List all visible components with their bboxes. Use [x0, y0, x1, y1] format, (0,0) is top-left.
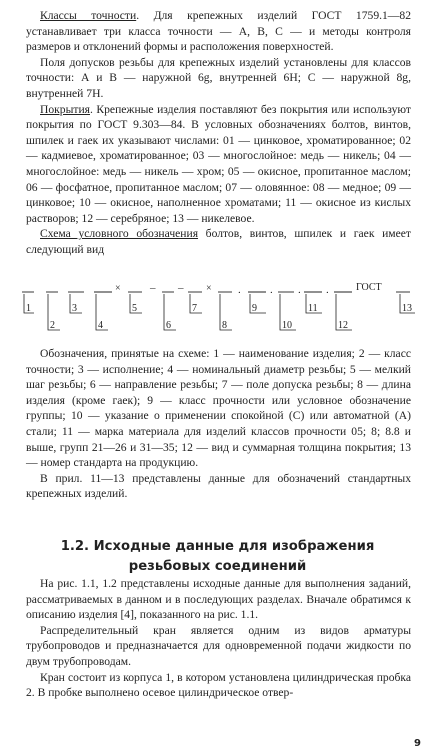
scheme-number-13: 13	[402, 303, 412, 314]
scheme-leaders	[24, 294, 415, 330]
scheme-separators	[115, 282, 382, 296]
paragraph-valve-purpose: Распределительный кран является одним из видов арматуры трубопроводов и предназначается для одновременной подачи жидкости по двум трубопроводам.	[26, 623, 411, 668]
scheme-cross-2: ×	[206, 283, 212, 294]
term-scheme: Схема условного обозначения	[40, 227, 199, 241]
term-coatings: Покрытия	[40, 102, 90, 116]
paragraph-scheme-legend: Обозначения, принятые на схеме: 1 — наименование изделия; 2 — класс точности; 3 — исполнение; 4 — номинальный диаметр резьбы; 5 — мелкий шаг резьбы; 6 — направление резьбы; 7 — поле допуска резьбы; 8 — длина изделия (кроме гаек); 9 — класс прочности или условное обозначение группы; 10 — указание о применении спокойной (С) или автоматной (А) стали; 11 — марка материала для изделий классов прочности 05; 8; 8.8 и выше, групп 21—26 и 31—35; 12 — вид и суммарная толщина покрытия; 13 — номер стандарта на продукцию.	[26, 347, 411, 470]
paragraph-thread-tolerances: Поля допусков резьбы для крепежных изделий установлены для классов точности: А и В — наружной 6g, внутренней 6H; С — наружной 8g, внутренней 7H.	[26, 55, 411, 100]
paragraph-figures-intro: На рис. 1.1, 1.2 представлены исходные данные для выполнения заданий, рассматриваемых в данном и в последующих разделах. Вначале обратимся к описанию изделия [4], показанного на рис. 1.1.	[26, 577, 411, 622]
scheme-gost-label: ГОСТ	[356, 282, 382, 293]
scheme-dash-2: –	[178, 282, 184, 294]
section-heading-line-2: резьбовых соединений	[128, 559, 307, 574]
scheme-number-2: 2	[50, 320, 55, 331]
paragraph-valve-structure: Кран состоит из корпуса 1, в котором установлена цилиндрическая пробка 2. В пробке выполнено осевое цилиндрическое отвер-	[26, 670, 411, 700]
scheme-number-11: 11	[308, 303, 318, 314]
scheme-dot-1: .	[238, 284, 241, 296]
scheme-number-5: 5	[132, 303, 137, 314]
scheme-cross-1: ×	[115, 283, 121, 294]
text-block-scheme-legend	[26, 346, 411, 502]
section-heading-line-1: 1.2. Исходные данные для изображения	[60, 539, 375, 554]
scheme-number-4: 4	[98, 320, 103, 331]
designation-scheme-diagram	[22, 280, 417, 340]
text-block-initial-data	[26, 576, 411, 701]
scheme-dot-4: .	[326, 284, 329, 296]
scheme-number-9: 9	[252, 303, 257, 314]
scheme-number-6: 6	[166, 320, 171, 331]
scheme-number-8: 8	[222, 320, 227, 331]
term-accuracy-classes: Классы точности	[40, 9, 137, 22]
scheme-number-3: 3	[72, 303, 77, 314]
scheme-number-10: 10	[282, 320, 292, 331]
paragraph-text: . Крепежные изделия поставляют без покрытия или используют покрытия по ГОСТ 9.303—84. В условных обозначениях болтов, винтов, шпилек и гаек их указывают числами: 01 — цинковое, хроматированное; 02 — кадмиевое, хроматированное; 03 — многослойное: медь — никель; 04 — многослойное: медь — никель — хром; 05 — окисное, пропитанное маслом; 06 — фосфатное, пропитанное маслом; 07 — оловянное: 08 — медное; 09 — цинковое; 10 — окисное, наполненное хроматами; 11 — окисное из кислых растворов; 12 — серебряное; 13 — никелевое.	[26, 102, 411, 225]
paragraph-coatings	[26, 102, 411, 227]
text-block-standards	[26, 8, 411, 258]
scheme-number-12: 12	[338, 320, 348, 331]
paragraph-accuracy-classes	[26, 8, 411, 55]
paragraph-scheme-intro	[26, 226, 411, 257]
scheme-number-7: 7	[192, 303, 197, 314]
scheme-numbers	[26, 303, 412, 331]
paragraph-text: болтов, винтов, шпилек и гаек имеет следующий вид	[26, 227, 411, 256]
paragraph-appendix-ref: В прил. 11—13 представлены данные для обозначений стандартных крепежных изделий.	[26, 471, 411, 501]
page-number: 9	[414, 738, 421, 749]
section-heading	[30, 537, 405, 577]
paragraph-text: . Для крепежных изделий ГОСТ 1759.1—82 устанавливает три класса точности — А, В, С — и методы контроля размеров и отклонений формы и расположения поверхностей.	[26, 9, 411, 54]
scheme-dot-3: .	[298, 284, 301, 296]
scheme-dash-1: –	[150, 282, 156, 294]
scheme-number-1: 1	[26, 303, 31, 314]
scheme-dot-2: .	[270, 284, 273, 296]
